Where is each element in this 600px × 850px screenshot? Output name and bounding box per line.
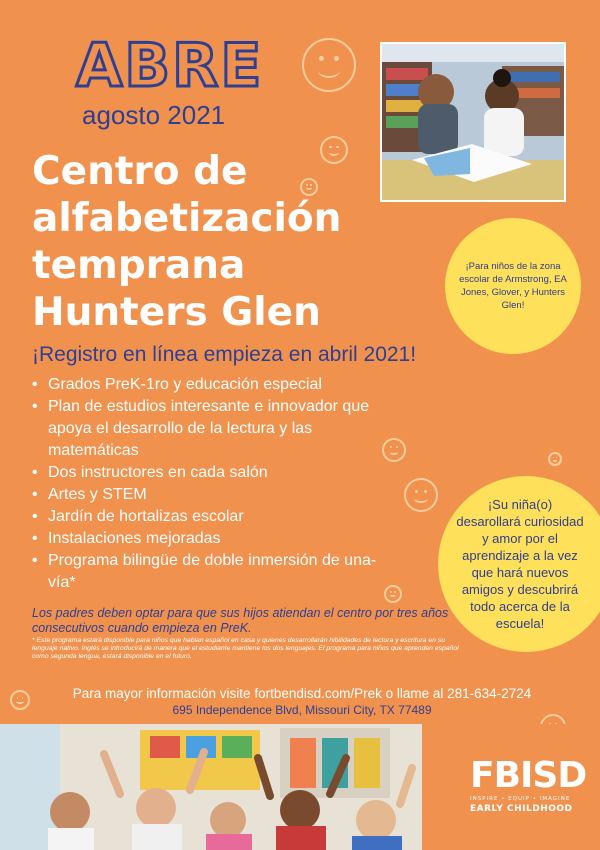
list-item: • Programa bilingüe de doble inmersión de una-vía* [32,550,382,594]
logo-tagline: INSPIRE • EQUIP • IMAGINE [470,796,571,802]
excited-children-photo [0,724,422,850]
feature-list [32,374,382,594]
list-item: • Instalaciones mejoradas [32,528,382,550]
smiley-icon [302,38,356,92]
excited-children-illustration [0,724,422,850]
children-reading-photo [380,42,566,202]
smiley-icon [548,452,562,466]
list-item: • Jardín de hortalizas escolar [32,506,382,528]
registration-headline: ¡Registro en línea empieza en abril 2021! [32,343,417,366]
title-line: alfabetización [32,196,342,241]
child-benefit-text: ¡Su niña(o) desarollará curiosidad y amor por el aprendizaje a la vez que hará nuevos amigos y descubrirá todo acerca de la escuela! [456,497,584,631]
list-item: • Dos instructores en cada salón [32,462,382,484]
zone-note-badge [445,218,581,354]
footnote: * Este programa estará disponible para niños que hablan español en casa y quienes desarrollarán hibilidades de lectura y escritura en su lenguaje nativo. Inglés se introducirá de manera que el estudiante mantiene los dos lenguajes. El programa para niños que aprenden español como segunda lengua, estará disponible en el futuro. [32,637,459,660]
smiley-icon [384,585,402,603]
zone-note-text: ¡Para niños de la zona escolar de Armstrong, EA Jones, Glover, y Hunters Glen! [459,261,567,311]
list-item: • Plan de estudios interesante e innovador que apoya el desarrollo de la lectura y las matemáticas [32,396,382,462]
smiley-icon [10,690,30,710]
title-line: Centro de [32,149,248,194]
title-line: Hunters Glen [32,290,321,335]
parents-note: Los padres deben optar para que sus hijos atiendan el centro por tres años consecutivos cuando empieza en PreK. [32,606,449,635]
list-item: • Grados PreK-1ro y educación especial [32,374,382,396]
address: 695 Independence Blvd, Missouri City, TX 77489 [172,703,432,717]
child-benefit-badge [438,476,600,652]
logo-subtitle: EARLY CHILDHOOD [470,804,573,814]
smiley-icon [382,438,406,462]
page-title [32,148,372,336]
logo-wordmark: FBISD [470,755,587,796]
opening-date: agosto 2021 [82,100,226,130]
title-line: temprana [32,243,246,288]
children-reading-illustration [382,44,564,200]
list-item: • Artes y STEM [32,484,382,506]
fbisd-logo [422,724,600,850]
smiley-icon [404,478,438,512]
contact-info: Para mayor información visite fortbendisd.com/Prek o llame al 281-634-2724 [72,686,532,701]
opening-headline: ABRE [76,31,264,101]
